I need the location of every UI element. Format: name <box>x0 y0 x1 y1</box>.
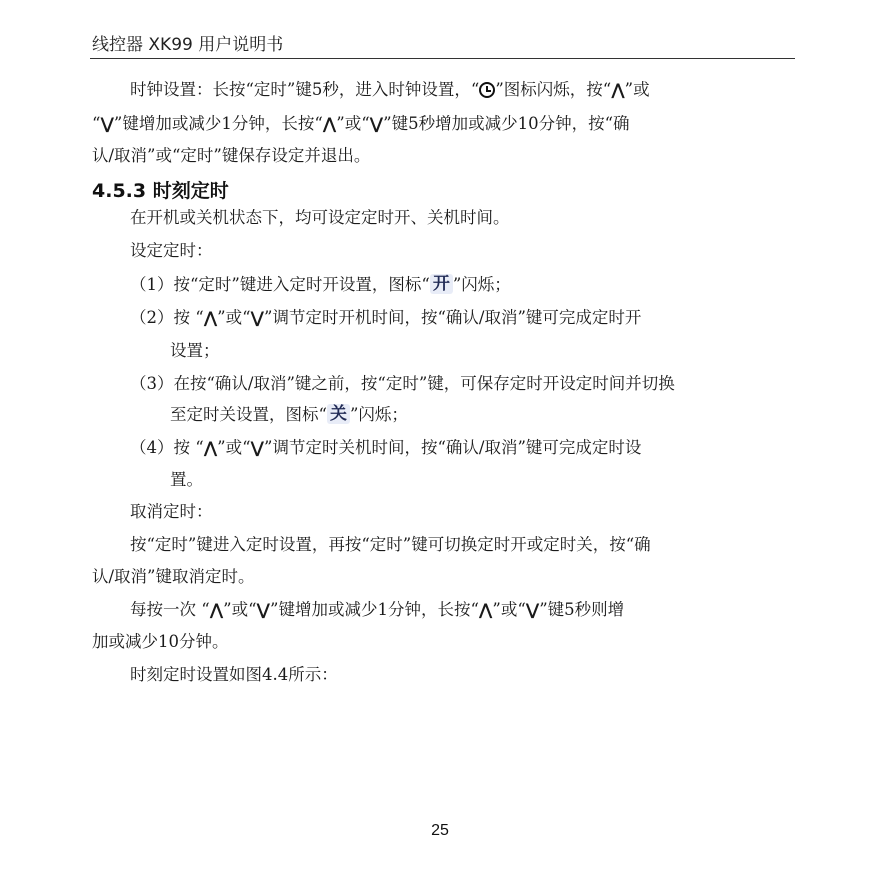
intro-line-3: 认/取消”或“定时”键保存设定并退出。 <box>92 146 371 165</box>
down-arrow-icon: ⋁ <box>525 600 540 619</box>
step-1 <box>130 274 511 295</box>
text-segment: ”闪烁； <box>349 405 408 424</box>
text-segment: ”键增加或减少1分钟，长按“ <box>270 600 479 619</box>
text-segment: ”闪烁； <box>452 275 511 294</box>
text-segment: （1）按“定时”键进入定时开设置，图标“ <box>130 275 430 294</box>
text-segment: ”或“ <box>217 438 251 457</box>
text-segment: ”或 <box>624 80 650 99</box>
step-3-cont <box>170 404 408 425</box>
up-arrow-icon: ⋀ <box>322 114 337 133</box>
text-segment: ”键5秒增加或减少10分钟，按“确 <box>383 114 630 133</box>
paragraph: 时刻定时设置如图4.4所示： <box>130 665 338 684</box>
header-divider <box>90 58 795 59</box>
step-4 <box>130 438 641 458</box>
up-arrow-icon: ⋀ <box>611 80 625 99</box>
step-2-cont: 设置； <box>170 341 220 360</box>
page-number: 25 <box>431 822 449 839</box>
paragraph: 按“定时”键进入定时设置，再按“定时”键可切换定时开或定时关，按“确 <box>130 535 651 554</box>
intro-line-2 <box>92 114 630 134</box>
clock-icon <box>479 82 495 98</box>
down-arrow-icon: ⋁ <box>100 114 114 133</box>
down-arrow-icon: ⋁ <box>250 308 265 327</box>
up-arrow-icon: ⋀ <box>478 600 493 619</box>
paragraph-cont: 加或减少10分钟。 <box>92 632 229 651</box>
up-arrow-icon: ⋀ <box>203 308 218 327</box>
text-segment: ”或“ <box>217 308 251 327</box>
text-segment: ”调节定时开机时间，按“确认/取消”键可完成定时开 <box>264 308 642 327</box>
paragraph-cont: 认/取消”键取消定时。 <box>92 567 255 586</box>
paragraph <box>130 600 624 620</box>
paragraph: 取消定时： <box>130 502 213 521</box>
text-segment: （2）按 “ <box>130 308 204 327</box>
text-segment: ”或“ <box>336 114 370 133</box>
up-arrow-icon: ⋀ <box>203 438 218 457</box>
down-arrow-icon: ⋁ <box>256 600 271 619</box>
text-segment: ”调节定时关机时间，按“确认/取消”键可完成定时设 <box>264 438 642 457</box>
text-segment: ”或“ <box>223 600 257 619</box>
text-segment: 每按一次 “ <box>130 600 210 619</box>
text-segment: ”图标闪烁，按“ <box>495 80 612 99</box>
text-segment: ”键增加或减少1分钟，长按“ <box>113 114 323 133</box>
intro-line-1 <box>130 80 650 100</box>
paragraph: 在开机或关机状态下，均可设定定时开、关机时间。 <box>130 208 510 227</box>
text-segment: “ <box>92 114 101 133</box>
header-title: 线控器 XK99 用户说明书 <box>92 35 284 55</box>
step-4-cont: 置。 <box>170 470 203 489</box>
paragraph: 设定定时： <box>130 241 213 260</box>
down-arrow-icon: ⋁ <box>250 438 265 457</box>
down-arrow-icon: ⋁ <box>369 114 384 133</box>
text-segment: 至定时关设置，图标“ <box>170 405 327 424</box>
up-arrow-icon: ⋀ <box>209 600 224 619</box>
text-segment: ”键5秒则增 <box>539 600 625 619</box>
step-2 <box>130 308 641 328</box>
timer-off-icon: 关 <box>327 404 350 424</box>
section-heading: 4.5.3 时刻定时 <box>92 180 229 202</box>
step-3: （3）在按“确认/取消”键之前，按“定时”键，可保存定时开设定时间并切换 <box>130 374 675 393</box>
timer-on-icon: 开 <box>430 274 453 294</box>
text-segment: 时钟设置：长按“定时”键5秒，进入时钟设置，“ <box>130 80 480 99</box>
text-segment: （4）按 “ <box>130 438 204 457</box>
text-segment: ”或“ <box>492 600 526 619</box>
